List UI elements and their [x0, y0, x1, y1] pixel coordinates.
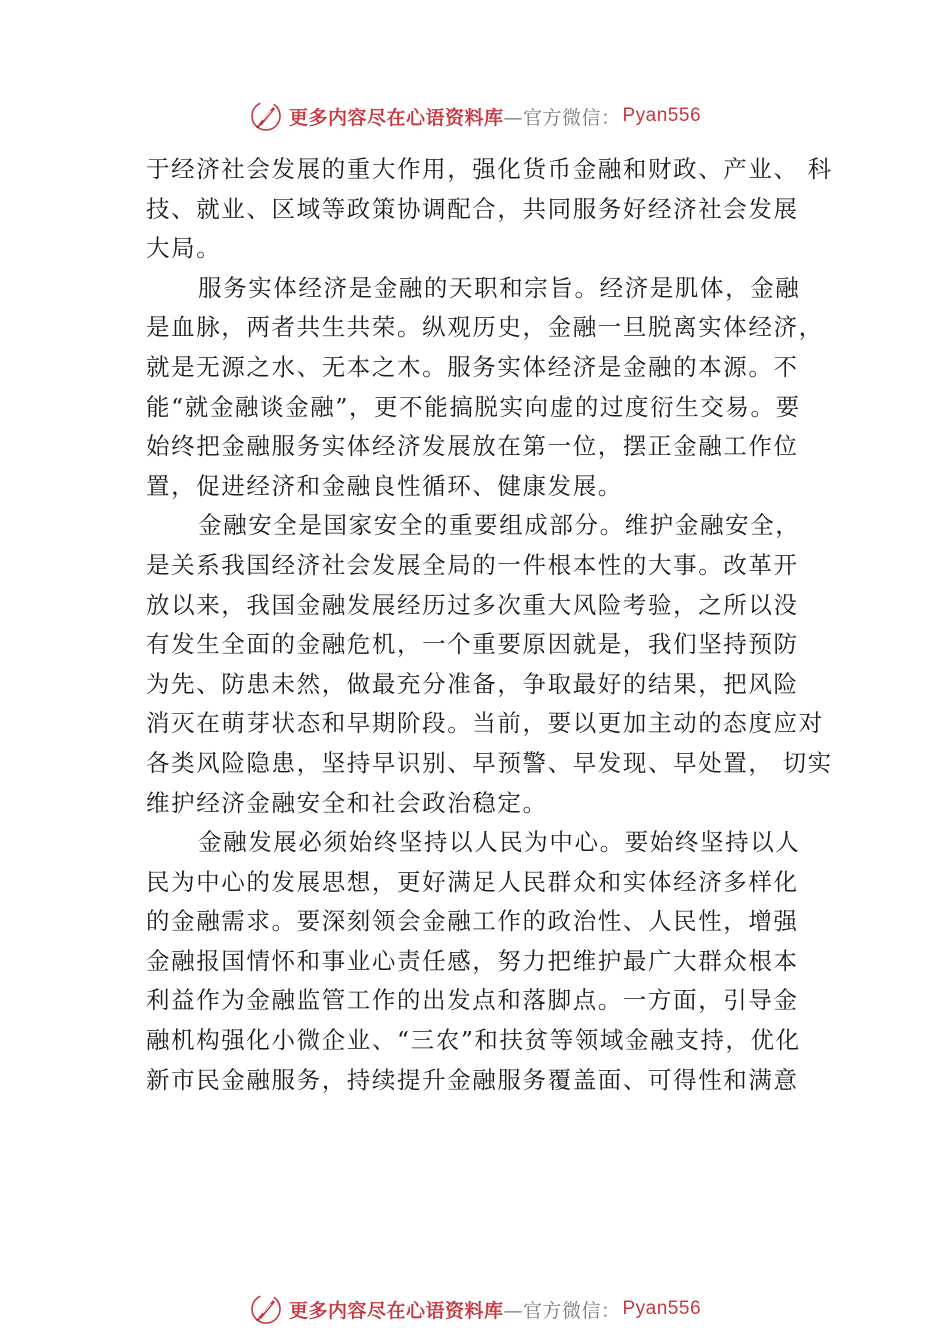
watermark-gray-text: —官方微信： [503, 106, 621, 129]
text-line: 消灭在萌芽状态和早期阶段。当前，要以更加主动的态度应对 [146, 709, 824, 738]
watermark-wechat-id: Pyan556 [622, 1298, 702, 1319]
text-line: 金融报国情怀和事业心责任感，努力把维护最广大群众根本 [146, 946, 799, 975]
watermark-red-text: 更多内容尽在心语资料库 [288, 1299, 504, 1322]
paragraph-start-line: 金融发展必须始终坚持以人民为中心。要始终坚持以人 [198, 828, 801, 857]
text-line: 为先、防患未然，做最充分准备，争取最好的结果，把风险 [146, 669, 799, 698]
text-line: 能“就金融谈金融”，更不能搞脱实向虚的过度衍生交易。要 [146, 392, 801, 421]
text-line: 于经济社会发展的重大作用，强化货币金融和财政、产业、 科 [146, 155, 833, 183]
watermark-gray-text: —官方微信： [503, 1299, 621, 1322]
document-body [146, 150, 833, 1100]
text-line: 置，促进经济和金融良性循环、健康发展。 [146, 471, 623, 500]
text-line: 维护经济金融安全和社会政治稳定。 [146, 788, 548, 817]
text-line: 有发生全面的金融危机，一个重要原因就是，我们坚持预防 [146, 630, 799, 659]
watermark-red-text: 更多内容尽在心语资料库 [288, 106, 504, 129]
text-line: 始终把金融服务实体经济发展放在第一位，摆正金融工作位 [146, 432, 799, 461]
text-line: 的金融需求。要深刻领会金融工作的政治性、人民性，增强 [146, 907, 799, 936]
watermark-wechat-id: Pyan556 [622, 105, 702, 126]
feather-pen-icon [249, 99, 283, 133]
text-line: 融机构强化小微企业、“三农”和扶贫等领域金融支持，优化 [146, 1026, 801, 1055]
text-line: 新市民金融服务，持续提升金融服务覆盖面、可得性和满意 [146, 1065, 799, 1094]
paragraph-start-line: 金融安全是国家安全的重要组成部分。维护金融安全， [198, 511, 801, 540]
text-line: 各类风险隐患，坚持早识别、早预警、早发现、早处置， 切实 [146, 748, 833, 777]
text-line: 是关系我国经济社会发展全局的一件根本性的大事。改革开 [146, 550, 799, 579]
text-line: 技、就业、区域等政策协调配合，共同服务好经济社会发展 [146, 194, 799, 223]
text-line: 民为中心的发展思想，更好满足人民群众和实体经济多样化 [146, 867, 799, 896]
text-line: 放以来，我国金融发展经历过多次重大风险考验，之所以没 [146, 590, 799, 619]
footer-watermark [0, 1289, 950, 1329]
feather-pen-icon [249, 1292, 283, 1326]
text-line: 利益作为金融监管工作的出发点和落脚点。一方面，引导金 [146, 986, 799, 1015]
paragraph-start-line: 服务实体经济是金融的天职和宗旨。经济是肌体，金融 [198, 273, 801, 302]
text-line: 是血脉，两者共生共荣。纵观历史，金融一旦脱离实体经济， [146, 313, 824, 342]
text-line: 大局。 [146, 234, 222, 263]
header-watermark [0, 96, 950, 136]
text-line: 就是无源之水、无本之木。服务实体经济是金融的本源。不 [146, 352, 799, 381]
